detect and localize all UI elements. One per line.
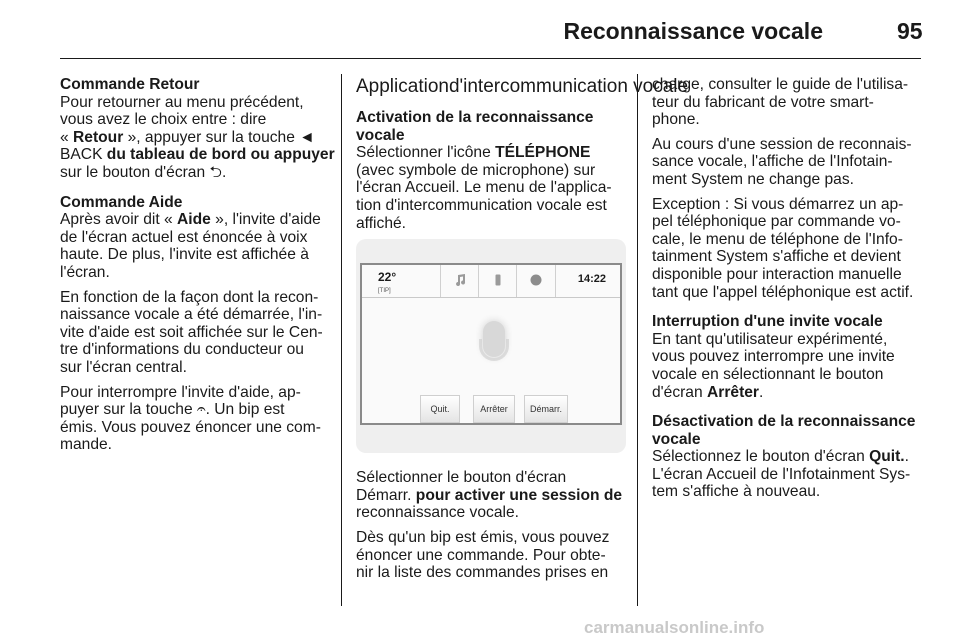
text-line: affiché. [356,214,406,232]
text-line: pel téléphonique par commande vo- [652,213,901,231]
section-heading-interrupt: Interruption d'une invite vocale [652,313,883,331]
text-line: tant que l'appel téléphonique est actif. [652,283,914,301]
text-line: cale, le menu de téléphone de l'Info- [652,230,903,248]
screen-temperature: 22° [378,270,397,285]
text-line: En tant qu'utilisateur expérimenté, [652,330,888,348]
music-note-icon [454,274,466,286]
text-line: « Retour », appuyer sur la touche ◄ [60,128,315,146]
text-line: l'écran Accueil. Le menu de l'applica- [356,179,612,197]
column-2 [356,76,689,589]
text-line: de l'écran actuel est énoncée à voix [60,228,308,246]
text-line: émis. Vous pouvez énoncer une com- [60,418,321,436]
text-line: vous avez le choix entre : dire [60,111,267,129]
text-line: d'intercommunication vocale [448,76,689,97]
section-title-voice-app [356,76,689,97]
text-line: Sélectionner le bouton d'écran [356,469,567,487]
text-line: Dès qu'un bip est émis, vous pouvez [356,528,610,546]
activation-text [356,144,626,232]
text-line: sur l'écran central. [60,358,187,376]
activation-section [356,109,626,232]
smartphone-guide-text [652,76,924,129]
text-line: vite d'aide est soit affichée sur le Cen- [60,323,323,341]
text-line: mande. [60,436,113,454]
text-line: tion d'intercommunication vocale est [356,196,607,214]
text-line: sur le bouton d'écran ⮌. [60,163,227,181]
help-interrupt-text [60,384,330,454]
screen-tab-phone [478,265,517,297]
screen-tab-music [440,265,479,297]
text-line: naissance vocale a été démarrée, l'in- [60,306,323,324]
section-heading-activation [356,109,626,144]
watermark: carmanualsonline.info [584,618,765,637]
text-line: Pour retourner au menu précédent, [60,93,304,111]
text-line: Désactivation de la reconnaissance [652,413,916,431]
text-line: Après avoir dit « Aide », l'invite d'aide [60,211,321,229]
deactivation-text [652,448,924,501]
start-button-text [356,469,626,522]
text-line: reconnaissance vocale. [356,504,519,522]
text-line: Sélectionnez le bouton d'écran Quit.. [652,448,909,466]
screen-tip: [TIP] [378,288,391,295]
text-line: Pour interrompre l'invite d'aide, ap- [60,383,301,401]
column-divider-1 [341,74,342,606]
help-command-text [60,211,330,281]
text-line: puyer sur la touche 𝄐. Un bip est [60,401,285,419]
interrupt-text [652,331,924,401]
circle-icon [530,274,542,286]
text-line: vous pouvez interrompre une invite [652,348,895,366]
text-line: Sélectionner l'icône TÉLÉPHONE [356,144,591,162]
screen-tab-voice [516,265,556,297]
column-divider-2 [637,74,638,606]
help-command-section [60,194,330,282]
text-line: phone. [652,111,700,129]
text-line: teur du fabricant de votre smart- [652,93,874,111]
beep-command-text [356,529,626,582]
text-line: vocale [356,126,405,144]
page-header-title: Reconnaissance vocale [563,18,823,44]
text-line: vocale en sélectionnant le bouton [652,365,884,383]
page-number: 95 [897,18,923,44]
text-line: (avec symbole de microphone) sur [356,161,596,179]
text-line: BACK du tableau de bord ou appuyer [60,146,335,164]
screen-clock: 14:22 [577,273,606,286]
text-line: énoncer une commande. Pour obte- [356,546,606,564]
text-line: tainment System s'affiche et devient [652,248,901,266]
interrupt-section [652,313,924,401]
deactivation-section [652,413,924,501]
infotainment-screenshot [356,239,626,453]
smartphone-icon [492,274,504,286]
text-line: nir la liste des commandes prises en [356,564,609,582]
screen-quit-button: Quit. [420,395,460,423]
column-3 [652,76,924,508]
screen-status-bar [362,265,620,298]
text-line: En fonction de la façon dont la recon- [60,288,319,306]
text-line: Au cours d'une session de reconnais- [652,135,912,153]
text-line: Exception : Si vous démarrez un ap- [652,195,904,213]
microphone-icon [483,321,505,357]
text-line: haute. De plus, l'invite est affichée à [60,246,309,264]
text-line: L'écran Accueil de l'Infotainment Sys- [652,465,911,483]
session-display-text [652,136,924,189]
text-line: disponible pour interaction manuelle [652,265,902,283]
phone-call-exception-text [652,196,924,302]
text-line: charge, consulter le guide de l'utilisa- [652,76,909,93]
column-1 [60,76,335,461]
text-line: ment System ne change pas. [652,170,854,188]
text-line: Activation de la reconnaissance [356,109,594,126]
text-line: Démarr. pour activer une session de [356,486,623,504]
section-heading-help: Commande Aide [60,193,183,211]
section-heading-deactivation [652,413,924,448]
text-line: vocale [652,430,701,448]
header-divider [60,58,921,59]
section-heading-back: Commande Retour [60,76,200,93]
text-line: sance vocale, l'affiche de l'Infotain- [652,153,893,171]
infotainment-screen [360,263,622,425]
screen-stop-button: Arrêter [473,395,515,423]
text-line: tem s'affiche à nouveau. [652,483,821,501]
back-command-text [60,93,335,182]
text-line: Application [356,76,449,97]
text-line: l'écran. [60,263,110,281]
help-prompt-display-text [60,289,330,377]
text-line: d'écran Arrêter. [652,383,764,401]
back-command-section [60,76,335,182]
screen-start-button: Démarr. [524,395,568,423]
text-line: tre d'informations du conducteur ou [60,341,304,359]
